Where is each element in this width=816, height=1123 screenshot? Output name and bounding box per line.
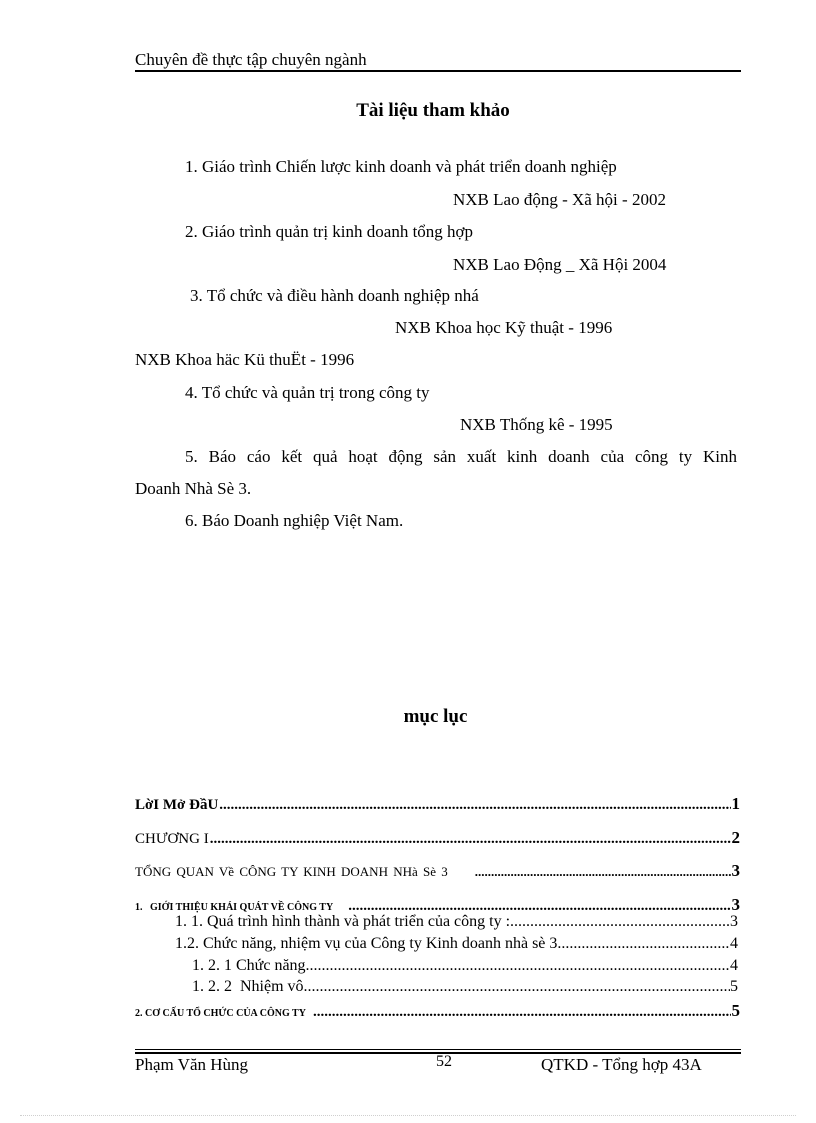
- toc-entry-label: TỔNG QUAN Về CÔNG TY KINH DOANH NHà Sè 3: [135, 864, 448, 879]
- toc-entry-3[interactable]: [135, 861, 740, 881]
- header-title: Chuyên đề thực tập chuyên ngành: [135, 50, 367, 69]
- toc-entry-label: CHƯƠNG I: [135, 831, 209, 847]
- reference-item-3: 3. Tổ chức và điều hành doanh nghiệp nhá: [190, 286, 479, 305]
- reference-publisher-1: NXB Lao động - Xã hội - 2002: [453, 190, 666, 209]
- toc-entry-label: 1. 2. 1 Chức năng: [192, 957, 306, 974]
- reference-publisher-2: NXB Lao Động _ Xã Hội 2004: [453, 255, 667, 274]
- toc-entry-label: 1. GIỚI THIỆU KHÁI QUÁT VỀ CÔNG TY: [135, 902, 334, 913]
- toc-entry-8[interactable]: [192, 978, 738, 996]
- toc-entry-label: 1. 2. 2 Nhiệm vô: [192, 978, 304, 995]
- toc-entry-label: 1.2. Chức năng, nhiệm vụ của Công ty Kinh doanh nhà sè 3: [175, 935, 558, 952]
- toc-entry-4[interactable]: [135, 895, 740, 915]
- toc-entry-7[interactable]: [192, 957, 738, 975]
- toc-entry-6[interactable]: [175, 935, 738, 953]
- reference-item-1: 1. Giáo trình Chiến lược kinh doanh và phát triển doanh nghiệp: [185, 157, 617, 176]
- toc-leader: [557, 935, 730, 953]
- footer-page-number: 52: [436, 1053, 452, 1070]
- reference-publisher-3: NXB Khoa học Kỹ thuật - 1996: [395, 318, 613, 337]
- toc-leader: [219, 797, 730, 814]
- toc-entry-1[interactable]: [135, 794, 740, 814]
- toc-entry-page: 4: [730, 957, 738, 974]
- reference-item-4: 4. Tổ chức và quản trị trong công ty: [185, 383, 430, 402]
- toc-entry-page: 5: [731, 1001, 740, 1020]
- toc-leader: [510, 913, 730, 931]
- reference-publisher-4: NXB Thống kê - 1995: [460, 415, 613, 434]
- reference-item-5-line1: 5. Báo cáo kết quả hoạt động sản xuất kinh doanh của công ty Kinh: [185, 447, 737, 466]
- header-rule: [135, 70, 741, 72]
- toc-leader: [475, 864, 731, 880]
- toc-leader: [306, 957, 730, 975]
- footer-class: QTKD - Tổng hợp 43A: [541, 1055, 702, 1074]
- footer-author: Phạm Văn Hùng: [135, 1055, 249, 1074]
- toc-entry-page: 1: [731, 794, 740, 813]
- toc-entry-page: 4: [730, 935, 738, 952]
- toc-entry-2[interactable]: [135, 828, 740, 848]
- toc-entry-label: 2. CƠ CẤU TỔ CHỨC CỦA CÔNG TY: [135, 1008, 306, 1019]
- toc-entry-page: 2: [731, 828, 740, 847]
- references-title: Tài liệu tham khảo: [356, 100, 510, 121]
- toc-entry-page: 3: [731, 895, 740, 914]
- toc-entry-page: 3: [731, 861, 740, 880]
- reference-item-5-line2: Doanh Nhà Sè 3.: [135, 479, 252, 498]
- toc-entry-page: 3: [730, 913, 738, 930]
- toc-entry-label: LờI Mở ĐầU: [135, 797, 219, 813]
- reference-item-2: 2. Giáo trình quản trị kinh doanh tổng hợp: [185, 222, 474, 241]
- page-bottom-border: [20, 1115, 796, 1116]
- toc-leader: [210, 831, 731, 848]
- toc-entry-9[interactable]: [135, 1001, 740, 1021]
- toc-entry-page: 5: [730, 978, 738, 995]
- reference-item-6: 6. Báo Doanh nghiệp Việt Nam.: [185, 511, 404, 530]
- toc-title: mục lục: [403, 706, 468, 727]
- toc-entry-5[interactable]: [175, 913, 738, 931]
- toc-leader: [313, 1004, 731, 1021]
- footer-rule-thin: [135, 1049, 741, 1050]
- toc-entry-label: 1. 1. Quá trình hình thành và phát triển của công ty :: [175, 913, 511, 930]
- reference-publisher-3-garbled: NXB Khoa häc Kü thuËt - 1996: [135, 350, 355, 369]
- toc-leader: [304, 978, 730, 996]
